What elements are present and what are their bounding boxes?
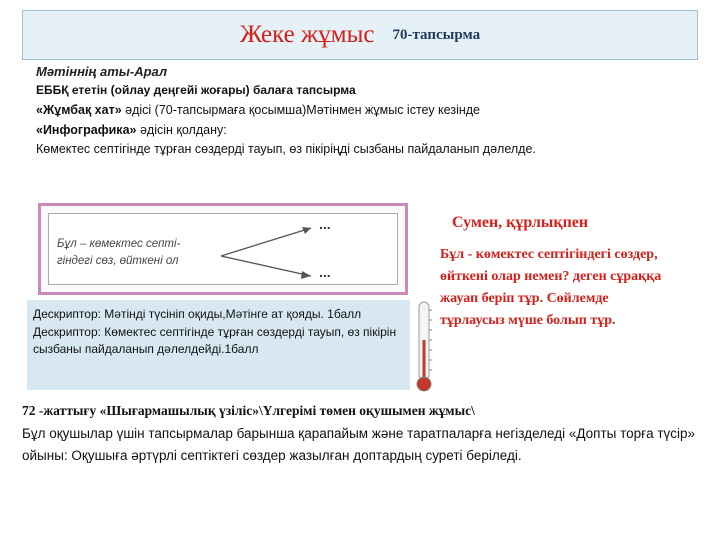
ebbk-heading: ЕББҚ ететін (ойлау деңгейі жоғары) балаға тапсырма xyxy=(36,83,356,97)
method-2-name: «Инфографика» xyxy=(36,123,137,137)
descriptor-box xyxy=(27,300,410,390)
instruction-text: Көмектес септігінде тұрған сөздерді тауып, өз пікіріңді сызбаны пайдаланып дәлелде. xyxy=(36,142,536,156)
infographic-line-1: Бұл – көмектес септі- xyxy=(57,238,181,250)
task-number: 70-тапсырма xyxy=(392,26,481,43)
method-1-name: «Жұмбақ хат» xyxy=(36,103,122,117)
descriptor-2: Дескриптор: Көмектес септігінде тұрған сөздерді тауып, өз пікірін сызбаны пайдаланып дәлелдейді.1балл xyxy=(33,324,397,356)
arrows-icon xyxy=(49,214,405,292)
method-2-text: әдісін қолдану: xyxy=(136,123,227,137)
infographic-frame xyxy=(48,213,398,285)
infographic-image xyxy=(38,203,408,295)
dots-bottom: ... xyxy=(319,264,331,280)
page-title: Жеке жұмыс xyxy=(239,21,375,48)
descriptor-1: Дескриптор: Мәтінді түсініп оқиды,Мәтінге ат қояды. 1балл xyxy=(33,307,362,321)
task-72-paragraph: Бұл оқушылар үшін тапсырмалар барынша қарапайым және таратпаларға негізделеді «Допты торға түсір» ойыны: Оқушыға әртүрлі септіктегі сөздер жазылған доптардың суреті беріледі. xyxy=(22,426,696,463)
infographic-line-2: гіндегі сөз, өйткені ол xyxy=(57,255,179,267)
thermometer-icon xyxy=(414,300,434,395)
method-1-text: әдісі (70-тапсырмаға қосымша)Мәтінмен жұмыс істеу кезінде xyxy=(121,103,481,117)
task-72-heading: 72 -жаттығу «Шығармашылық үзіліс»\Үлгерімі төмен оқушымен жұмыс\ xyxy=(22,403,475,418)
method-line-1 xyxy=(36,103,480,117)
example-words: Сумен, құрлықпен xyxy=(452,214,589,231)
method-line-2 xyxy=(36,123,227,137)
header-banner xyxy=(22,10,698,60)
text-title: Мәтіннің аты-Арал xyxy=(36,64,168,79)
answer-text: Бұл - көмектес септігіндегі сөздер, өйткені олар немен? деген сұраққа жауап беріп тұр. Сөйлемде тұрлаусыз мүше болып тұр. xyxy=(440,247,662,328)
dots-top: ... xyxy=(319,216,331,232)
